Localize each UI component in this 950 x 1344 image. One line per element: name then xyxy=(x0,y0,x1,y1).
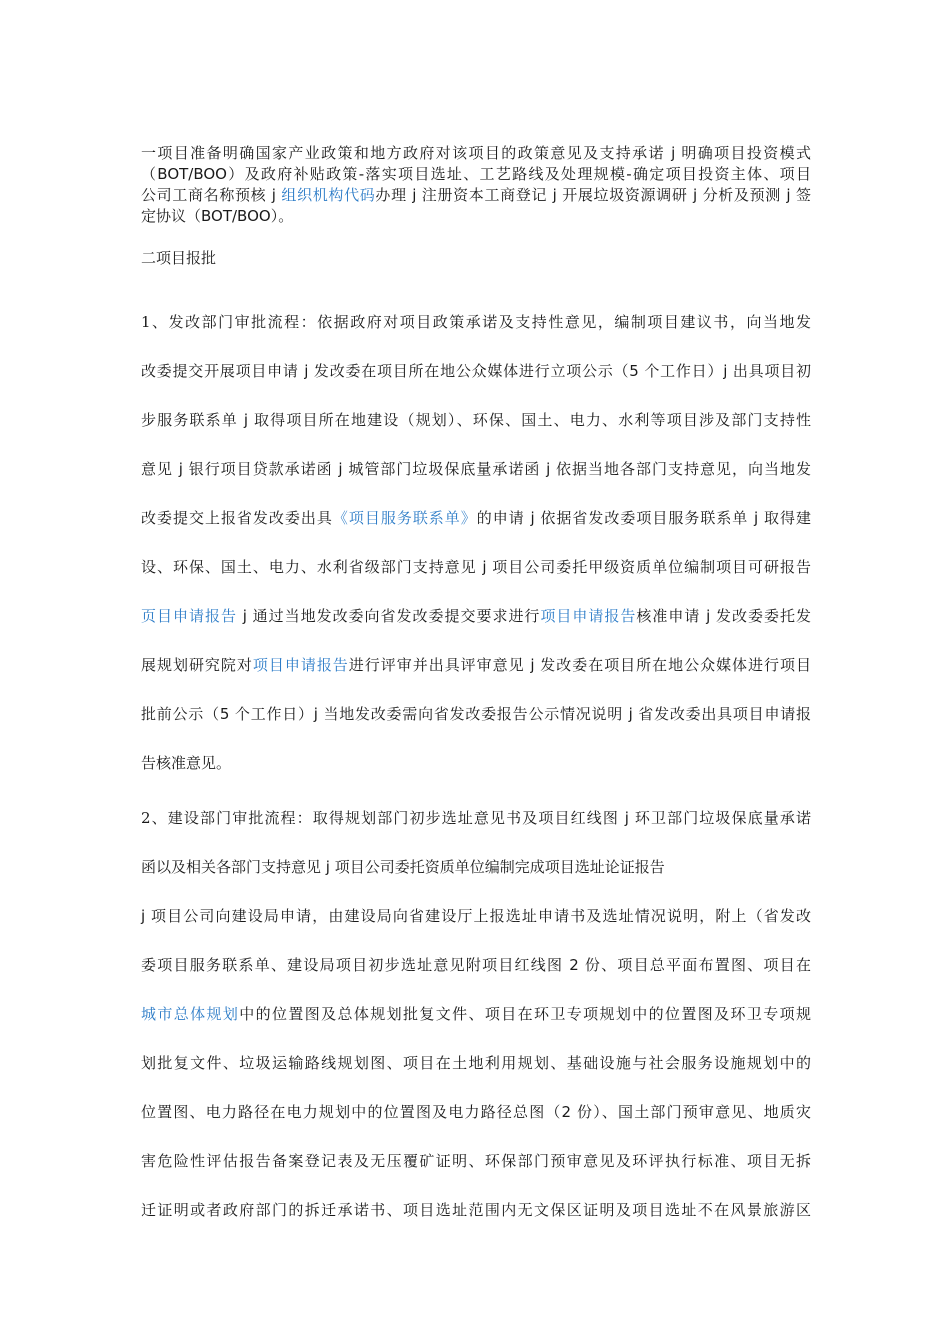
s1-line-3 xyxy=(141,396,811,445)
city-master-plan-link[interactable]: 城市总体规划 xyxy=(141,1005,240,1023)
s1-line-5 xyxy=(141,494,811,543)
s1-line-10 xyxy=(141,739,811,788)
s1-label: 1、发改部门审批流程 xyxy=(141,313,301,331)
s2-line-4 xyxy=(141,941,811,990)
s2-line-3 xyxy=(141,892,811,941)
s1-text: 改委提交上报省发改委出具 xyxy=(141,509,333,527)
intro-paragraph xyxy=(141,143,811,227)
s1-text: 改委提交开展项目申请 j 发改委在项目所在地公众媒体进行立项公示（5 个工作日）j 出具项目初 xyxy=(141,362,811,380)
section-1-paragraph xyxy=(141,298,811,788)
s2-line-7 xyxy=(141,1088,811,1137)
s2-text: 委项目服务联系单、建设局项目初步选址意见附项目红线图 2 份、项目总平面布置图、项目在 xyxy=(141,956,811,974)
s1-line-1 xyxy=(141,298,811,347)
s2-label: 2、建设部门审批流程 xyxy=(141,809,297,827)
section-2-paragraph xyxy=(141,794,811,1235)
s2-line-8 xyxy=(141,1137,811,1186)
intro-line-2 xyxy=(141,164,811,185)
s2-line-6 xyxy=(141,1039,811,1088)
application-report-link[interactable]: 项目申请报告 xyxy=(540,607,637,625)
s1-text: 设、环保、国土、电力、水利省级部门支持意见 j 项目公司委托甲级资质单位编制项目可研报告 xyxy=(141,558,811,576)
s2-line-1 xyxy=(141,794,811,843)
s2-text: 迁证明或者政府部门的拆迁承诺书、项目选址范围内无文保区证明及项目选址不在风景旅游区 xyxy=(141,1201,811,1219)
s2-line-2 xyxy=(141,843,811,892)
s1-text: 展规划研究院对 xyxy=(141,656,253,674)
s1-line-4 xyxy=(141,445,811,494)
intro-text: 公司工商名称预核 j xyxy=(141,186,282,204)
intro-text: 定协议（BOT/BOO）。 xyxy=(141,207,294,225)
org-code-link[interactable]: 组织机构代码 xyxy=(281,186,376,204)
s2-text: 中的位置图及总体规划批复文件、项目在环卫专项规划中的位置图及环卫专项规 xyxy=(239,1005,811,1023)
s1-text: ：依据政府对项目政策承诺及支持性意见，编制项目建议书，向当地发 xyxy=(300,313,811,331)
intro-line-4 xyxy=(141,206,811,227)
s2-text: 划批复文件、垃圾运输路线规划图、项目在土地利用规划、基础设施与社会服务设施规划中的 xyxy=(141,1054,811,1072)
s1-line-9 xyxy=(141,690,811,739)
s2-text: 害危险性评估报告备案登记表及无压覆矿证明、环保部门预审意见及环评执行标准、项目无拆 xyxy=(141,1152,811,1170)
s2-line-9 xyxy=(141,1186,811,1235)
s1-text: 的申请 j 依据省发改委项目服务联系单 j 取得建 xyxy=(476,509,811,527)
intro-text: （BOT/BOO）及政府补贴政策-落实项目选址、工艺路线及处理规模-确定项目投资主体、项目 xyxy=(141,165,811,183)
intro-line-3 xyxy=(141,185,811,206)
s1-text: j 通过当地发改委向省发改委提交要求进行 xyxy=(236,607,541,625)
application-report-link[interactable]: 项目申请报告 xyxy=(252,656,349,674)
s1-text: 核准申请 j 发改委委托发 xyxy=(636,607,811,625)
s1-line-8 xyxy=(141,641,811,690)
s1-text: 告核准意见。 xyxy=(141,754,232,772)
section-heading-text: 二项目报批 xyxy=(141,249,217,267)
s1-line-2 xyxy=(141,347,811,396)
section-heading xyxy=(141,248,811,269)
s1-text: 步服务联系单 j 取得项目所在地建设（规划）、环保、国土、电力、水利等项目涉及部门支持性 xyxy=(141,411,811,429)
intro-text: 办理 j 注册资本工商登记 j 开展垃圾资源调研 j 分析及预测 j 签 xyxy=(375,186,811,204)
s1-text: 意见 j 银行项目贷款承诺函 j 城管部门垃圾保底量承诺函 j 依据当地各部门支持意见，向当地发 xyxy=(141,460,811,478)
s1-text: 批前公示（5 个工作日）j 当地发改委需向省发改委报告公示情况说明 j 省发改委出具项目申请报 xyxy=(141,705,811,723)
intro-text: 一项目准备明确国家产业政策和地方政府对该项目的政策意见及支持承诺 j 明确项目投资模式 xyxy=(141,144,811,162)
s2-text: j 项目公司向建设局申请，由建设局向省建设厅上报选址申请书及选址情况说明，附上（省发改 xyxy=(141,907,811,925)
intro-line-1 xyxy=(141,143,811,164)
s2-line-5 xyxy=(141,990,811,1039)
s2-text: ：取得规划部门初步选址意见书及项目红线图 j 环卫部门垃圾保底量承诺 xyxy=(296,809,811,827)
s1-line-7 xyxy=(141,592,811,641)
s2-text: 函以及相关各部门支持意见 j 项目公司委托资质单位编制完成项目选址论证报告 xyxy=(141,858,665,876)
s2-text: 位置图、电力路径在电力规划中的位置图及电力路径总图（2 份）、国土部门预审意见、地质灾 xyxy=(141,1103,811,1121)
service-contact-link[interactable]: 《项目服务联系单》 xyxy=(332,509,477,527)
application-report-link[interactable]: 页目申请报告 xyxy=(141,607,237,625)
s1-line-6 xyxy=(141,543,811,592)
s1-text: 进行评审并出具评审意见 j 发改委在项目所在地公众媒体进行项目 xyxy=(348,656,811,674)
